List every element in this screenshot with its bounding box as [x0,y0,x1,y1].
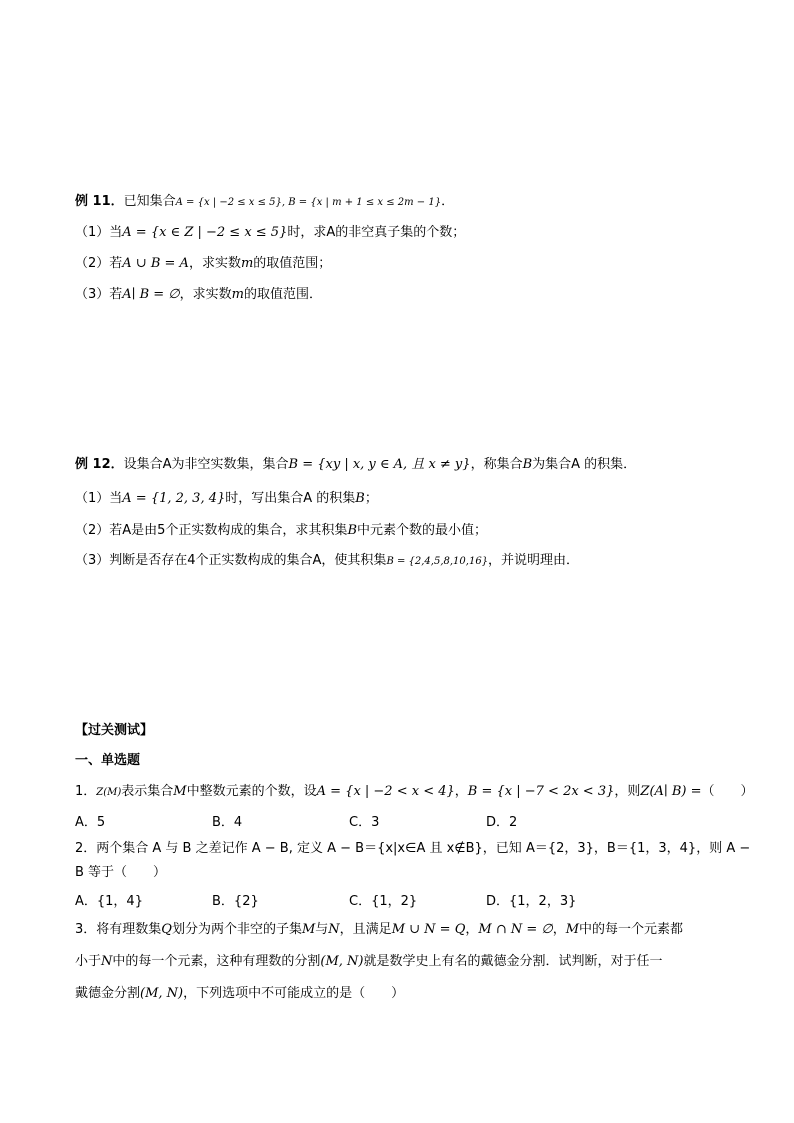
test-header: 【过关测试】 [75,723,154,738]
example-11-period: ． [441,194,455,209]
problem-1-stem [75,783,753,802]
p3-sep: ， [465,922,479,937]
problem-1-options [75,814,517,832]
example-12-set: B = {xy | x, y ∈ A, 且 x ≠ y} [288,457,471,472]
p3-var-n2: N [101,954,113,969]
q2-var: m [240,256,254,271]
q3-prefix: （3）若 [75,287,123,302]
problem-3-line-2 [75,953,663,971]
q3-mid: ，求实数 [179,287,232,302]
option-a[interactable]: A．{1，4} [75,894,143,909]
q3-math: B = {2,4,5,8,10,16} [386,556,489,567]
problem-3-line-3 [75,985,404,1003]
q1-math: A = {1, 2, 3, 4} [122,491,226,506]
q1-var: B [355,491,365,506]
q2-prefix: （2）若A是由5个正实数构成的集合，求其积集 [75,523,348,538]
example-11-q2 [75,255,331,273]
q1-prefix: （1）当 [75,491,123,506]
example-11-stem [75,193,454,212]
example-12-stem [75,456,636,474]
q1-prefix: （1）当 [75,225,123,240]
option-b[interactable]: B．{2} [212,894,259,909]
problem-1-set-a: A = {x | −2 < x < 4} [316,784,455,799]
problem-2-options [75,893,576,911]
q3-math: A∣ B = ∅ [122,287,180,302]
problem-1-set-b: B = {x | −7 < 2x < 3} [467,784,615,799]
problem-1-text-b: 中整数元素的个数，设 [186,784,317,799]
p3-text-h: 中的每一个元素，这种有理数的分割 [112,954,321,969]
example-11-q3 [75,286,322,304]
q2-mid: ，求实数 [188,256,241,271]
q2-suffix: 中元素个数的最小值； [357,523,488,538]
p3-text-i: 就是数学史上有名的戴德金分割．试判断，对于任一 [363,954,663,969]
example-12-q1 [75,490,378,508]
problem-1-number: 1． [75,784,97,799]
option-c[interactable]: C．{1，2} [349,894,418,909]
problem-1-var: M [173,784,187,799]
p3-var-m: M [301,922,316,937]
q1-mid: 时，写出集合A 的积集 [225,491,356,506]
problem-1-fn: Z(M) [96,787,122,798]
p3-var-q: Q [161,922,172,937]
p3-var-n: N [328,922,340,937]
q2-suffix: 的取值范围； [253,256,332,271]
p3-text-j: 戴德金分割 [75,986,141,1001]
example-12-q3 [75,552,579,571]
example-12-text-c: 为集合A 的积集． [532,457,637,472]
problem-3-line-1 [75,921,683,939]
q2-math: A ∪ B = A [122,256,189,271]
p3-cond-1: M ∪ N = Q [391,922,466,937]
example-11-label: 例 11． [75,194,124,209]
problem-1-text-a: 表示集合 [121,784,174,799]
option-b[interactable]: B．4 [212,815,243,830]
option-c[interactable]: C．3 [349,815,380,830]
p3-text-d: ，且满足 [339,922,392,937]
example-12-text-b: ，称集合 [470,457,523,472]
problem-1-text-c: ， [454,784,468,799]
p3-text-c: 与 [315,922,329,937]
q1-suffix: ； [364,491,378,506]
q3-prefix: （3）判断是否存在4个正实数构成的集合A，使其积集 [75,553,387,568]
q3-suffix: 的取值范围． [243,287,322,302]
section-title: 一、单选题 [75,753,141,768]
option-a[interactable]: A．5 [75,815,106,830]
p3-text-a: 3．将有理数集 [75,922,162,937]
q2-var: B [347,523,357,538]
example-11-q1 [75,224,465,242]
p3-var-m2: M [565,922,580,937]
example-12-text: 设集合A为非空实数集，集合 [123,457,289,472]
example-12-var: B [522,457,533,472]
p3-pair-2: (M, N) [140,986,184,1001]
p3-pair: (M, N) [320,954,364,969]
q1-math: A = {x ∈ Z | −2 ≤ x ≤ 5} [122,225,288,240]
problem-2-line-2: B 等于（ ） [75,865,167,880]
problem-2-line-1: 2．两个集合 A 与 B 之差记作 A − B, 定义 A − B＝{x|x∈A 且 x∉B}，已知 A＝{2，3}，B＝{1，3，4}，则 A − [75,841,751,856]
example-12-q2 [75,522,487,540]
q3-var: m [231,287,244,302]
option-d[interactable]: D．2 [486,815,518,830]
p3-text-b: 划分为两个非空的子集 [171,922,302,937]
example-12-label: 例 12． [75,457,124,472]
problem-1-text-d: ，则 [614,784,641,799]
q2-prefix: （2）若 [75,256,123,271]
problem-1-paren: （ ） [701,784,754,799]
p3-cond-2: M ∩ N = ∅ [478,922,553,937]
p3-text-g: 小于 [75,954,102,969]
p3-text-f: 中的每一个元素都 [579,922,684,937]
option-d[interactable]: D．{1，2，3} [486,894,577,909]
p3-text-e: ， [552,922,566,937]
example-11-sets: A = {x | −2 ≤ x ≤ 5}, B = {x | m + 1 ≤ x ≤ 2m − 1} [175,197,442,208]
p3-text-k: ，下列选项中不可能成立的是（ ） [183,986,405,1001]
example-11-text: 已知集合 [123,194,176,209]
q1-suffix: 时，求A的非空真子集的个数； [287,225,466,240]
q3-suffix: ，并说明理由． [488,553,580,568]
problem-1-expr: Z(A∣ B) = [640,784,702,799]
